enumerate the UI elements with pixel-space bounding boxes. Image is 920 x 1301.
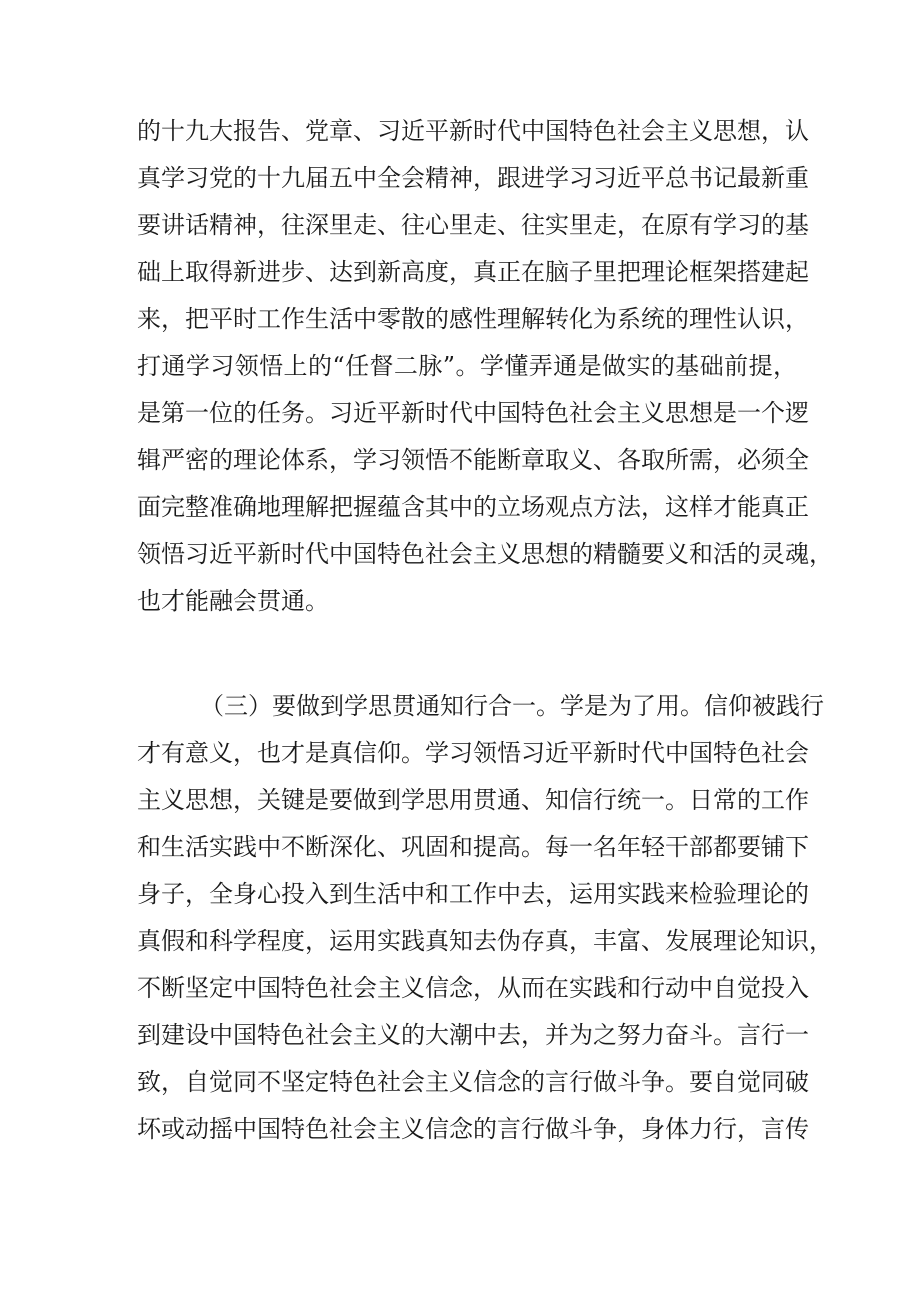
paragraph-line: 是第一位的任务。习近平新时代中国特色社会主义思想是一个逻 (137, 399, 809, 427)
paragraph-line: 也才能融会贯通。 (137, 587, 329, 615)
paragraph-line: 才有意义，也才是真信仰。学习领悟习近平新时代中国特色社会 (137, 739, 809, 767)
paragraph-line: 的十九大报告、党章、习近平新时代中国特色社会主义思想，认 (137, 117, 809, 145)
paragraph-line: 面完整准确地理解把握蕴含其中的立场观点方法，这样才能真正 (137, 493, 809, 521)
paragraph-line: 要讲话精神，往深里走、往心里走、往实里走，在原有学习的基 (137, 211, 809, 239)
paragraph-line: 打通学习领悟上的“任督二脉”。学懂弄通是做实的基础前提， (137, 352, 797, 380)
paragraph-line: 主义思想，关键是要做到学思用贯通、知信行统一。日常的工作 (137, 786, 809, 814)
paragraph-line: 致，自觉同不坚定特色社会主义信念的言行做斗争。要自觉同破 (137, 1068, 809, 1096)
paragraph-line: 到建设中国特色社会主义的大潮中去，并为之努力奋斗。言行一 (137, 1021, 809, 1049)
paragraph-line: 身子，全身心投入到生活中和工作中去，运用实践来检验理论的 (137, 880, 809, 908)
paragraph-line: （三）要做到学思贯通知行合一。学是为了用。信仰被践行 (200, 692, 824, 720)
paragraph-line: 领悟习近平新时代中国特色社会主义思想的精髓要义和活的灵魂， (137, 540, 833, 568)
paragraph-line: 真学习党的十九届五中全会精神，跟进学习习近平总书记最新重 (137, 164, 809, 192)
paragraph-line: 础上取得新进步、达到新高度，真正在脑子里把理论框架搭建起 (137, 258, 809, 286)
paragraph-line: 辑严密的理论体系，学习领悟不能断章取义、各取所需，必须全 (137, 446, 809, 474)
paragraph-line: 坏或动摇中国特色社会主义信念的言行做斗争，身体力行，言传 (137, 1115, 809, 1143)
paragraph-line: 真假和科学程度，运用实践真知去伪存真，丰富、发展理论知识， (137, 927, 833, 955)
paragraph-line: 来，把平时工作生活中零散的感性理解转化为系统的理性认识， (137, 305, 809, 333)
paragraph-line: 和生活实践中不断深化、巩固和提高。每一名年轻干部都要铺下 (137, 833, 809, 861)
paragraph-line: 不断坚定中国特色社会主义信念，从而在实践和行动中自觉投入 (137, 974, 809, 1002)
